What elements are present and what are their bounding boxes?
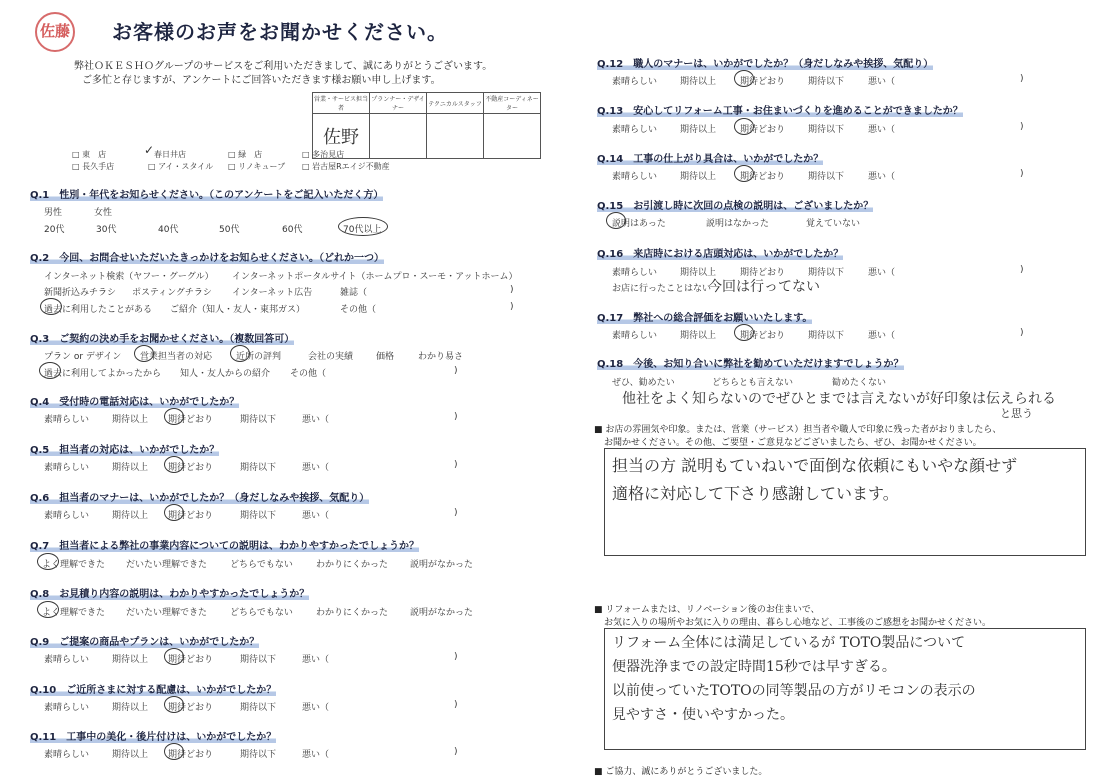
q2-magazine-close: ) <box>510 285 514 295</box>
q3-option-track-record[interactable]: 会社の実績 <box>308 352 354 362</box>
q1-option-male[interactable]: 男性 <box>44 208 63 218</box>
q9-title: Q.9 ご提案の商品やプランは、いかがでしたか？ <box>30 637 260 648</box>
store-option-midori[interactable]: □ 緑 店 <box>228 150 263 159</box>
answer-circle <box>164 743 184 760</box>
q7-option-understood[interactable]: よく理解できた <box>42 560 106 570</box>
q17-title: Q.17 弊社への総合評価をお願いいたします。 <box>597 313 813 324</box>
q8-option-mostly[interactable]: だいたい理解できた <box>126 608 208 618</box>
store-label: リノキューブ <box>238 162 286 171</box>
q8-title: Q.8 お見積り内容の説明は、わかりやすかったでしょうか？ <box>30 589 310 600</box>
q4-option-bad[interactable]: 悪い（ <box>302 415 330 425</box>
q10-option-excellent[interactable]: 素晴らしい <box>44 703 90 713</box>
q10-option-below[interactable]: 期待以下 <box>240 703 277 713</box>
store-label: 東 店 <box>82 150 107 159</box>
footer-text: ご協力、誠にありがとうございました。 <box>605 767 768 777</box>
q13-title: Q.13 安心してリフォーム工事・お住まいづくりを進めることができましたか？ <box>597 106 963 117</box>
q3-option-other[interactable]: その他（ <box>290 369 327 379</box>
q18-handwritten-line1: 他社をよく知らないのでぜひとまでは言えないが好印象は伝えられる <box>622 391 1056 407</box>
q4-option-above[interactable]: 期待以上 <box>112 415 149 425</box>
footer-thanks: ■ ご協力、誠にありがとうございました。 <box>594 767 768 777</box>
staff-header-sales: 営業・サービス担当者 <box>313 93 370 114</box>
q14-option-expected[interactable]: 期待どおり <box>740 172 786 182</box>
q13-option-above[interactable]: 期待以上 <box>680 125 717 135</box>
q1-option-60s[interactable]: 60代 <box>282 225 303 235</box>
q12-bad-close: ) <box>1020 74 1024 84</box>
q5-option-below[interactable]: 期待以下 <box>240 463 277 473</box>
comment2-text-line4: 見やすさ・使いやすかった。 <box>612 707 794 723</box>
q8-option-unclear[interactable]: わかりにくかった <box>316 608 389 618</box>
answer-circle <box>164 456 184 473</box>
comment2-prompt-2: お気に入りの場所やお気に入りの理由、暮らし心地など、工事後のご感想をお聞かせください。 <box>604 618 992 628</box>
q9-bad-close: ) <box>454 652 458 662</box>
q9-option-excellent[interactable]: 素晴らしい <box>44 655 90 665</box>
store-option-istyle[interactable]: □ アイ・スタイル <box>148 162 214 171</box>
q2-option-search[interactable]: インターネット検索（ヤフー・グーグル） <box>44 272 214 282</box>
q1-option-50s[interactable]: 50代 <box>219 225 240 235</box>
q5-bad-close: ) <box>454 460 458 470</box>
q12-title: Q.12 職人のマナーは、いかがでしたか？（身だしなみや挨拶、気配り） <box>597 59 934 70</box>
comment1-text-line1: 担当の方 説明もていねいで面倒な依頼にもいやな顔せず <box>612 456 1018 475</box>
q4-option-expected[interactable]: 期待どおり <box>168 415 214 425</box>
q11-option-excellent[interactable]: 素晴らしい <box>44 750 90 760</box>
staff-header-technical: テクニカルスタッフ <box>427 93 484 114</box>
staff-technical-name[interactable] <box>427 114 484 159</box>
q6-option-bad[interactable]: 悪い（ <box>302 511 330 521</box>
q8-option-none[interactable]: 説明がなかった <box>410 608 474 618</box>
q15-option-no[interactable]: 説明はなかった <box>706 219 770 229</box>
q7-option-mostly[interactable]: だいたい理解できた <box>126 560 208 570</box>
prompt-text: お店の雰囲気や印象。または、営業（サービス）担当者や職人で印象に残った者がおりましたら、 <box>605 425 1002 435</box>
q4-option-excellent[interactable]: 素晴らしい <box>44 415 90 425</box>
comment1-text-line2: 適格に対応して下さり感謝しています。 <box>612 484 899 503</box>
store-label: 岩古屋Rエイジ不動産 <box>312 162 390 171</box>
q16-handwritten-note: 今回は行ってない <box>708 279 820 295</box>
answer-circle <box>164 504 184 521</box>
q9-option-expected[interactable]: 期待どおり <box>168 655 214 665</box>
q3-option-price[interactable]: 価格 <box>376 352 395 362</box>
q1-option-70s-plus[interactable]: 70代以上 <box>343 225 382 235</box>
q14-option-bad[interactable]: 悪い（ <box>868 172 896 182</box>
q10-option-expected[interactable]: 期待どおり <box>168 703 214 713</box>
q11-option-below[interactable]: 期待以下 <box>240 750 277 760</box>
q5-title: Q.5 担当者の対応は、いかがでしたか？ <box>30 445 220 456</box>
q6-option-excellent[interactable]: 素晴らしい <box>44 511 90 521</box>
q16-option-expected[interactable]: 期待どおり <box>740 268 786 278</box>
q1-option-20s[interactable]: 20代 <box>44 225 65 235</box>
q16-option-above[interactable]: 期待以上 <box>680 268 717 278</box>
q7-option-none[interactable]: 説明がなかった <box>410 560 474 570</box>
store-label: 長久手店 <box>82 162 115 171</box>
q17-bad-close: ) <box>1020 328 1024 338</box>
q18-handwritten-line2: と思う <box>1000 407 1033 420</box>
q12-option-expected[interactable]: 期待どおり <box>740 77 786 87</box>
comment2-text-line1: リフォーム全体には満足しているが TOTO製品について <box>612 635 966 651</box>
q7-title: Q.7 担当者による弊社の事業内容についての説明は、わかりやすかったでしょうか？ <box>30 541 420 552</box>
q2-option-other[interactable]: その他（ <box>340 305 377 315</box>
q2-other-close: ) <box>510 302 514 312</box>
answer-circle <box>606 212 626 229</box>
q3-option-reputation[interactable]: 近所の評判 <box>236 352 282 362</box>
q6-option-below[interactable]: 期待以下 <box>240 511 277 521</box>
q11-title: Q.11 工事中の美化・後片付けは、いかがでしたか？ <box>30 732 277 743</box>
comment1-prompt-2: お聞かせください。その他、ご要望・ご意見などございましたら、ぜひ、お聞かせください。 <box>604 438 982 448</box>
staff-planner-name[interactable] <box>370 114 427 159</box>
store-label: アイ・スタイル <box>158 162 214 171</box>
answer-circle <box>338 217 388 236</box>
q6-bad-close: ) <box>454 508 458 518</box>
answer-circle <box>39 362 61 379</box>
q11-bad-close: ) <box>454 747 458 757</box>
q5-option-above[interactable]: 期待以上 <box>112 463 149 473</box>
store-option-nagakute[interactable]: □ 長久手店 <box>72 162 115 171</box>
q9-option-bad[interactable]: 悪い（ <box>302 655 330 665</box>
q17-option-below[interactable]: 期待以下 <box>808 331 845 341</box>
q1-option-40s[interactable]: 40代 <box>158 225 179 235</box>
store-label: 春日井店 <box>154 150 186 159</box>
store-option-renocube[interactable]: □ リノキューブ <box>228 162 286 171</box>
store-option-tajimi[interactable]: □ 多治見店 <box>302 150 345 159</box>
q2-option-posting[interactable]: ポスティングチラシ <box>132 288 212 298</box>
q11-option-above[interactable]: 期待以上 <box>112 750 149 760</box>
intro-line-2: ご多忙と存じますが、アンケートにご回答いただきます様お願い申し上げます。 <box>82 75 441 86</box>
q1-option-30s[interactable]: 30代 <box>96 225 117 235</box>
answer-circle <box>734 165 754 182</box>
q12-option-bad[interactable]: 悪い（ <box>868 77 896 87</box>
q12-option-above[interactable]: 期待以上 <box>680 77 717 87</box>
answer-circle <box>134 345 154 362</box>
q9-option-below[interactable]: 期待以下 <box>240 655 277 665</box>
q11-option-bad[interactable]: 悪い（ <box>302 750 330 760</box>
q3-option-referral[interactable]: 知人・友人からの紹介 <box>180 369 271 379</box>
q17-option-excellent[interactable]: 素晴らしい <box>612 331 658 341</box>
q16-title: Q.16 来店時における店頭対応は、いかがでしたか？ <box>597 249 844 260</box>
q2-title: Q.2 今回、お問合せいただいたきっかけをお知らせください。（どれか一つ） <box>30 253 384 264</box>
checkmark-icon: ✓ <box>144 143 155 157</box>
q18-option-neutral[interactable]: どちらとも言えない <box>712 378 794 388</box>
q4-bad-close: ) <box>454 412 458 422</box>
answer-circle <box>230 345 250 362</box>
q2-option-magazine[interactable]: 雑誌（ <box>340 288 368 298</box>
q18-title: Q.18 今後、お知り合いに弊社を勧めていただけますでしょうか？ <box>597 359 904 370</box>
q5-option-excellent[interactable]: 素晴らしい <box>44 463 90 473</box>
answer-circle <box>734 324 754 341</box>
q7-option-unclear[interactable]: わかりにくかった <box>316 560 389 570</box>
q12-option-excellent[interactable]: 素晴らしい <box>612 77 658 87</box>
prompt-text: リフォームまたは、リノベーション後のお住まいで、 <box>605 605 820 615</box>
q3-option-clarity[interactable]: わかり易さ <box>418 352 464 362</box>
intro-line-1: 弊社ＯＫＥＳＨＯグループのサービスをご利用いただきまして、誠にありがとうございます。 <box>74 61 493 72</box>
q3-option-plan[interactable]: プラン or デザイン <box>44 352 122 362</box>
q14-title: Q.14 工事の仕上がり具合は、いかがでしたか？ <box>597 154 824 165</box>
answer-circle <box>37 601 59 618</box>
q8-option-understood[interactable]: よく理解できた <box>42 608 106 618</box>
q5-option-expected[interactable]: 期待どおり <box>168 463 214 473</box>
q15-option-dont-remember[interactable]: 覚えていない <box>806 219 861 229</box>
q3-title: Q.3 ご契約の決め手をお聞かせください。（複数回答可） <box>30 334 295 345</box>
answer-circle <box>37 553 59 570</box>
q2-option-referral[interactable]: ご紹介（知人・友人・東邦ガス） <box>170 305 306 315</box>
q10-option-bad[interactable]: 悪い（ <box>302 703 330 713</box>
q14-option-below[interactable]: 期待以下 <box>808 172 845 182</box>
store-label: 多治見店 <box>312 150 345 159</box>
q2-option-portal[interactable]: インターネットポータルサイト（ホームプロ・スーモ・アットホーム） <box>232 272 518 282</box>
q1-title: Q.1 性別・年代をお知らせください。（このアンケートをご記入いただく方） <box>30 190 384 201</box>
q13-option-excellent[interactable]: 素晴らしい <box>612 125 658 135</box>
q15-option-yes[interactable]: 説明はあった <box>612 219 666 229</box>
q14-option-above[interactable]: 期待以上 <box>680 172 717 182</box>
answer-circle <box>164 696 184 713</box>
comment2-text-line2: 便器洗浄までの設定時間15秒では早すぎる。 <box>612 659 896 675</box>
comment2-text-line3: 以前使っていたTOTOの同等製品の方がリモコンの表示の <box>612 683 976 699</box>
q5-option-bad[interactable]: 悪い（ <box>302 463 330 473</box>
q7-option-neutral[interactable]: どちらでもない <box>230 560 293 570</box>
staff-realestate-name[interactable] <box>484 114 541 159</box>
q3-other-close: ) <box>454 366 458 376</box>
q14-bad-close: ) <box>1020 169 1024 179</box>
page-title: お客様のお声をお聞かせください。 <box>112 20 448 44</box>
staff-sales-name[interactable]: 佐野 <box>313 114 370 159</box>
q2-option-web-ad[interactable]: インターネット広告 <box>232 288 313 298</box>
q13-option-below[interactable]: 期待以下 <box>808 125 845 135</box>
q13-bad-close: ) <box>1020 122 1024 132</box>
q3-option-past-good[interactable]: 過去に利用してよかったから <box>44 369 162 379</box>
staff-header-realestate: 不動産コーディネーター <box>484 93 541 114</box>
q6-option-above[interactable]: 期待以上 <box>112 511 149 521</box>
q6-option-expected[interactable]: 期待どおり <box>168 511 214 521</box>
q14-option-excellent[interactable]: 素晴らしい <box>612 172 658 182</box>
q4-option-below[interactable]: 期待以下 <box>240 415 277 425</box>
answer-circle <box>164 408 184 425</box>
store-label: 緑 店 <box>238 150 263 159</box>
q16-option-never-visited[interactable]: お店に行ったことはない <box>612 284 712 294</box>
q12-option-below[interactable]: 期待以下 <box>808 77 845 87</box>
q13-option-expected[interactable]: 期待どおり <box>740 125 786 135</box>
seal-stamp: 佐藤 <box>35 12 75 52</box>
q15-title: Q.15 お引渡し時に次回の点検の説明は、ございましたか？ <box>597 201 874 212</box>
q11-option-expected[interactable]: 期待どおり <box>168 750 214 760</box>
q3-option-staff[interactable]: 営業担当者の対応 <box>140 352 213 362</box>
q8-option-neutral[interactable]: どちらでもない <box>230 608 293 618</box>
q9-option-above[interactable]: 期待以上 <box>112 655 149 665</box>
answer-circle <box>40 298 62 315</box>
q17-option-expected[interactable]: 期待どおり <box>740 331 786 341</box>
store-option-realestate[interactable]: □ 岩古屋Rエイジ不動産 <box>302 162 390 171</box>
answer-circle <box>734 118 754 135</box>
comment2-prompt-1: ■ リフォームまたは、リノベーション後のお住まいで、 <box>594 605 820 615</box>
answer-circle <box>164 648 184 665</box>
q10-bad-close: ) <box>454 700 458 710</box>
q16-bad-close: ) <box>1020 265 1024 275</box>
comment1-prompt-1: ■ お店の雰囲気や印象。または、営業（サービス）担当者や職人で印象に残った者がおりましたら、 <box>594 425 1002 435</box>
q4-title: Q.4 受付時の電話対応は、いかがでしたか？ <box>30 397 240 408</box>
staff-header-planner: プランナー・デザイナー <box>370 93 427 114</box>
answer-circle <box>734 70 754 87</box>
q18-option-yes[interactable]: ぜひ、勧めたい <box>612 378 675 388</box>
q18-option-no[interactable]: 勧めたくない <box>832 378 887 388</box>
q17-option-bad[interactable]: 悪い（ <box>868 331 896 341</box>
q16-option-bad[interactable]: 悪い（ <box>868 268 896 278</box>
store-option-higashi[interactable]: □ 東 店 <box>72 150 107 159</box>
q2-option-past-use[interactable]: 過去に利用したことがある <box>44 305 153 315</box>
q13-option-bad[interactable]: 悪い（ <box>868 125 896 135</box>
staff-table <box>312 92 541 159</box>
q17-option-above[interactable]: 期待以上 <box>680 331 717 341</box>
q16-option-excellent[interactable]: 素晴らしい <box>612 268 658 278</box>
q2-option-newspaper[interactable]: 新聞折込みチラシ <box>44 288 117 298</box>
q6-title: Q.6 担当者のマナーは、いかがでしたか？（身だしなみや挨拶、気配り） <box>30 493 370 504</box>
q16-option-below[interactable]: 期待以下 <box>808 268 845 278</box>
store-option-kasugai[interactable] <box>154 149 186 160</box>
q10-title: Q.10 ご近所さまに対する配慮は、いかがでしたか？ <box>30 685 277 696</box>
q1-option-female[interactable]: 女性 <box>94 208 113 218</box>
q10-option-above[interactable]: 期待以上 <box>112 703 149 713</box>
